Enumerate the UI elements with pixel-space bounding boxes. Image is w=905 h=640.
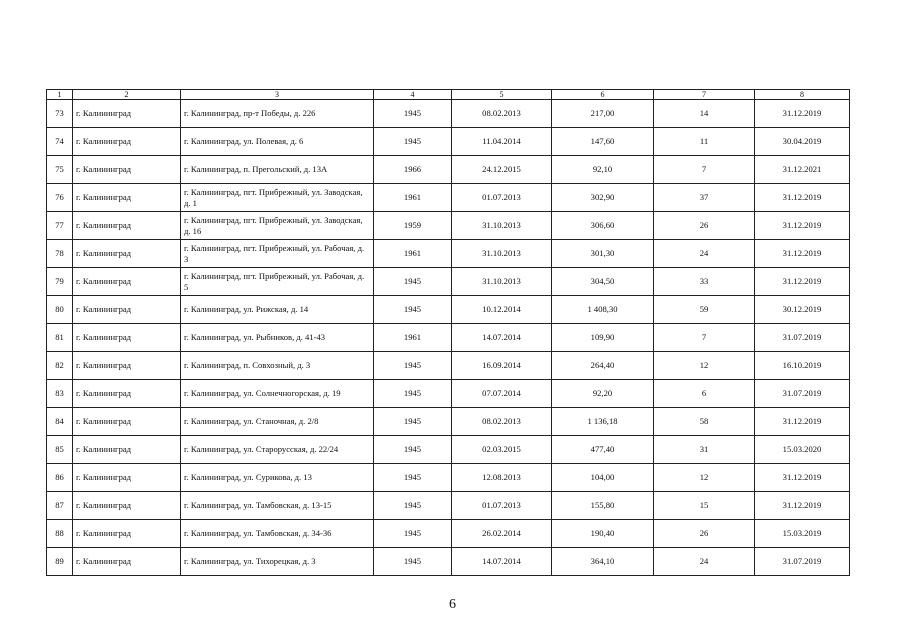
address-cell: г. Калининград, ул. Солнечногорская, д. 19: [181, 380, 374, 408]
area-cell: 155,80: [552, 492, 654, 520]
city-cell: г. Калининград: [73, 184, 181, 212]
residents-cell: 37: [654, 184, 755, 212]
residents-cell: 6: [654, 380, 755, 408]
page-number: 6: [449, 597, 456, 612]
row-number-cell: 75: [47, 156, 73, 184]
row-number-cell: 84: [47, 408, 73, 436]
table-row: [47, 212, 850, 240]
table-row: [47, 240, 850, 268]
address-cell: г. Калининград, ул. Тамбовская, д. 34-36: [181, 520, 374, 548]
column-header: 2: [73, 90, 181, 100]
address-cell: г. Калининград, ул. Полевая, д. 6: [181, 128, 374, 156]
year-cell: 1945: [374, 296, 452, 324]
date-cell: 31.10.2013: [452, 212, 552, 240]
address-cell: г. Калининград, ул. Станочная, д. 2/8: [181, 408, 374, 436]
row-number-cell: 89: [47, 548, 73, 576]
area-cell: 1 408,30: [552, 296, 654, 324]
date-cell: 14.07.2014: [452, 324, 552, 352]
table-row: [47, 380, 850, 408]
city-cell: г. Калининград: [73, 380, 181, 408]
deadline-cell: 31.12.2019: [755, 492, 850, 520]
table-row: [47, 464, 850, 492]
residents-cell: 59: [654, 296, 755, 324]
residents-cell: 58: [654, 408, 755, 436]
row-number-cell: 79: [47, 268, 73, 296]
year-cell: 1945: [374, 436, 452, 464]
city-cell: г. Калининград: [73, 492, 181, 520]
row-number-cell: 78: [47, 240, 73, 268]
row-number-cell: 73: [47, 100, 73, 128]
year-cell: 1945: [374, 464, 452, 492]
city-cell: г. Калининград: [73, 100, 181, 128]
address-cell: г. Калининград, ул. Тамбовская, д. 13-15: [181, 492, 374, 520]
date-cell: 01.07.2013: [452, 492, 552, 520]
address-cell: г. Калининград, ул. Сурикова, д. 13: [181, 464, 374, 492]
address-cell: г. Калининград, пгт. Прибрежный, ул. Заводская, д. 16: [181, 212, 374, 240]
residents-cell: 26: [654, 212, 755, 240]
address-cell: г. Калининград, пгт. Прибрежный, ул. Рабочая, д. 5: [181, 268, 374, 296]
table-row: [47, 296, 850, 324]
city-cell: г. Калининград: [73, 128, 181, 156]
date-cell: 24.12.2015: [452, 156, 552, 184]
row-number-cell: 87: [47, 492, 73, 520]
residents-cell: 12: [654, 464, 755, 492]
column-header: 6: [552, 90, 654, 100]
city-cell: г. Калининград: [73, 212, 181, 240]
deadline-cell: 31.12.2019: [755, 212, 850, 240]
city-cell: г. Калининград: [73, 436, 181, 464]
year-cell: 1959: [374, 212, 452, 240]
table-row: [47, 156, 850, 184]
area-cell: 364,10: [552, 548, 654, 576]
date-cell: 31.10.2013: [452, 268, 552, 296]
deadline-cell: 16.10.2019: [755, 352, 850, 380]
date-cell: 01.07.2013: [452, 184, 552, 212]
area-cell: 217,00: [552, 100, 654, 128]
area-cell: 477,40: [552, 436, 654, 464]
year-cell: 1945: [374, 548, 452, 576]
address-cell: г. Калининград, ул. Рижская, д. 14: [181, 296, 374, 324]
residents-cell: 7: [654, 156, 755, 184]
residents-cell: 24: [654, 240, 755, 268]
deadline-cell: 31.07.2019: [755, 548, 850, 576]
city-cell: г. Калининград: [73, 464, 181, 492]
city-cell: г. Калининград: [73, 352, 181, 380]
row-number-cell: 85: [47, 436, 73, 464]
area-cell: 1 136,18: [552, 408, 654, 436]
residents-cell: 14: [654, 100, 755, 128]
area-cell: 190,40: [552, 520, 654, 548]
area-cell: 92,20: [552, 380, 654, 408]
date-cell: 11.04.2014: [452, 128, 552, 156]
date-cell: 07.07.2014: [452, 380, 552, 408]
data-table-container: [46, 89, 849, 576]
date-cell: 16.09.2014: [452, 352, 552, 380]
year-cell: 1945: [374, 128, 452, 156]
date-cell: 02.03.2015: [452, 436, 552, 464]
row-number-cell: 86: [47, 464, 73, 492]
date-cell: 10.12.2014: [452, 296, 552, 324]
date-cell: 31.10.2013: [452, 240, 552, 268]
column-header: 7: [654, 90, 755, 100]
area-cell: 306,60: [552, 212, 654, 240]
address-cell: г. Калининград, пгт. Прибрежный, ул. Рабочая, д. 3: [181, 240, 374, 268]
area-cell: 264,40: [552, 352, 654, 380]
address-cell: г. Калининград, ул. Старорусская, д. 22/24: [181, 436, 374, 464]
city-cell: г. Калининград: [73, 296, 181, 324]
deadline-cell: 31.12.2021: [755, 156, 850, 184]
city-cell: г. Калининград: [73, 324, 181, 352]
year-cell: 1945: [374, 268, 452, 296]
deadline-cell: 31.07.2019: [755, 324, 850, 352]
deadline-cell: 31.12.2019: [755, 408, 850, 436]
table-row: [47, 492, 850, 520]
column-header: 4: [374, 90, 452, 100]
table-row: [47, 184, 850, 212]
city-cell: г. Калининград: [73, 156, 181, 184]
table-row: [47, 352, 850, 380]
row-number-cell: 81: [47, 324, 73, 352]
residents-cell: 11: [654, 128, 755, 156]
table-row: [47, 324, 850, 352]
address-cell: г. Калининград, ул. Рыбников, д. 41-43: [181, 324, 374, 352]
residents-cell: 24: [654, 548, 755, 576]
row-number-cell: 83: [47, 380, 73, 408]
table-row: [47, 128, 850, 156]
residents-cell: 15: [654, 492, 755, 520]
year-cell: 1945: [374, 520, 452, 548]
address-cell: г. Калининград, пгт. Прибрежный, ул. Заводская, д. 1: [181, 184, 374, 212]
address-cell: г. Калининград, п. Прегольский, д. 13А: [181, 156, 374, 184]
area-cell: 304,50: [552, 268, 654, 296]
year-cell: 1945: [374, 408, 452, 436]
city-cell: г. Калининград: [73, 240, 181, 268]
table-row: [47, 268, 850, 296]
deadline-cell: 31.07.2019: [755, 380, 850, 408]
data-table: [46, 89, 850, 576]
year-cell: 1945: [374, 492, 452, 520]
deadline-cell: 31.12.2019: [755, 240, 850, 268]
column-header: 3: [181, 90, 374, 100]
row-number-cell: 77: [47, 212, 73, 240]
table-header-row: [47, 90, 850, 100]
date-cell: 08.02.2013: [452, 408, 552, 436]
city-cell: г. Калининград: [73, 408, 181, 436]
table-row: [47, 100, 850, 128]
deadline-cell: 31.12.2019: [755, 268, 850, 296]
residents-cell: 26: [654, 520, 755, 548]
year-cell: 1945: [374, 380, 452, 408]
residents-cell: 33: [654, 268, 755, 296]
date-cell: 12.08.2013: [452, 464, 552, 492]
row-number-cell: 82: [47, 352, 73, 380]
year-cell: 1945: [374, 352, 452, 380]
address-cell: г. Калининград, п. Совхозный, д. 3: [181, 352, 374, 380]
deadline-cell: 31.12.2019: [755, 100, 850, 128]
table-body: [47, 90, 850, 576]
deadline-cell: 15.03.2020: [755, 436, 850, 464]
residents-cell: 31: [654, 436, 755, 464]
residents-cell: 7: [654, 324, 755, 352]
address-cell: г. Калининград, ул. Тихорецкая, д. 3: [181, 548, 374, 576]
deadline-cell: 15.03.2019: [755, 520, 850, 548]
area-cell: 109,90: [552, 324, 654, 352]
deadline-cell: 31.12.2019: [755, 184, 850, 212]
date-cell: 26.02.2014: [452, 520, 552, 548]
row-number-cell: 76: [47, 184, 73, 212]
table-row: [47, 436, 850, 464]
column-header: 8: [755, 90, 850, 100]
column-header: 1: [47, 90, 73, 100]
year-cell: 1961: [374, 240, 452, 268]
area-cell: 104,00: [552, 464, 654, 492]
city-cell: г. Калининград: [73, 268, 181, 296]
table-row: [47, 548, 850, 576]
deadline-cell: 30.04.2019: [755, 128, 850, 156]
year-cell: 1945: [374, 100, 452, 128]
year-cell: 1961: [374, 324, 452, 352]
date-cell: 08.02.2013: [452, 100, 552, 128]
row-number-cell: 88: [47, 520, 73, 548]
year-cell: 1966: [374, 156, 452, 184]
area-cell: 92,10: [552, 156, 654, 184]
date-cell: 14.07.2014: [452, 548, 552, 576]
city-cell: г. Калининград: [73, 520, 181, 548]
area-cell: 147,60: [552, 128, 654, 156]
row-number-cell: 80: [47, 296, 73, 324]
table-row: [47, 520, 850, 548]
area-cell: 302,90: [552, 184, 654, 212]
column-header: 5: [452, 90, 552, 100]
deadline-cell: 30.12.2019: [755, 296, 850, 324]
residents-cell: 12: [654, 352, 755, 380]
city-cell: г. Калининград: [73, 548, 181, 576]
deadline-cell: 31.12.2019: [755, 464, 850, 492]
row-number-cell: 74: [47, 128, 73, 156]
address-cell: г. Калининград, пр-т Победы, д. 226: [181, 100, 374, 128]
area-cell: 301,30: [552, 240, 654, 268]
year-cell: 1961: [374, 184, 452, 212]
table-row: [47, 408, 850, 436]
